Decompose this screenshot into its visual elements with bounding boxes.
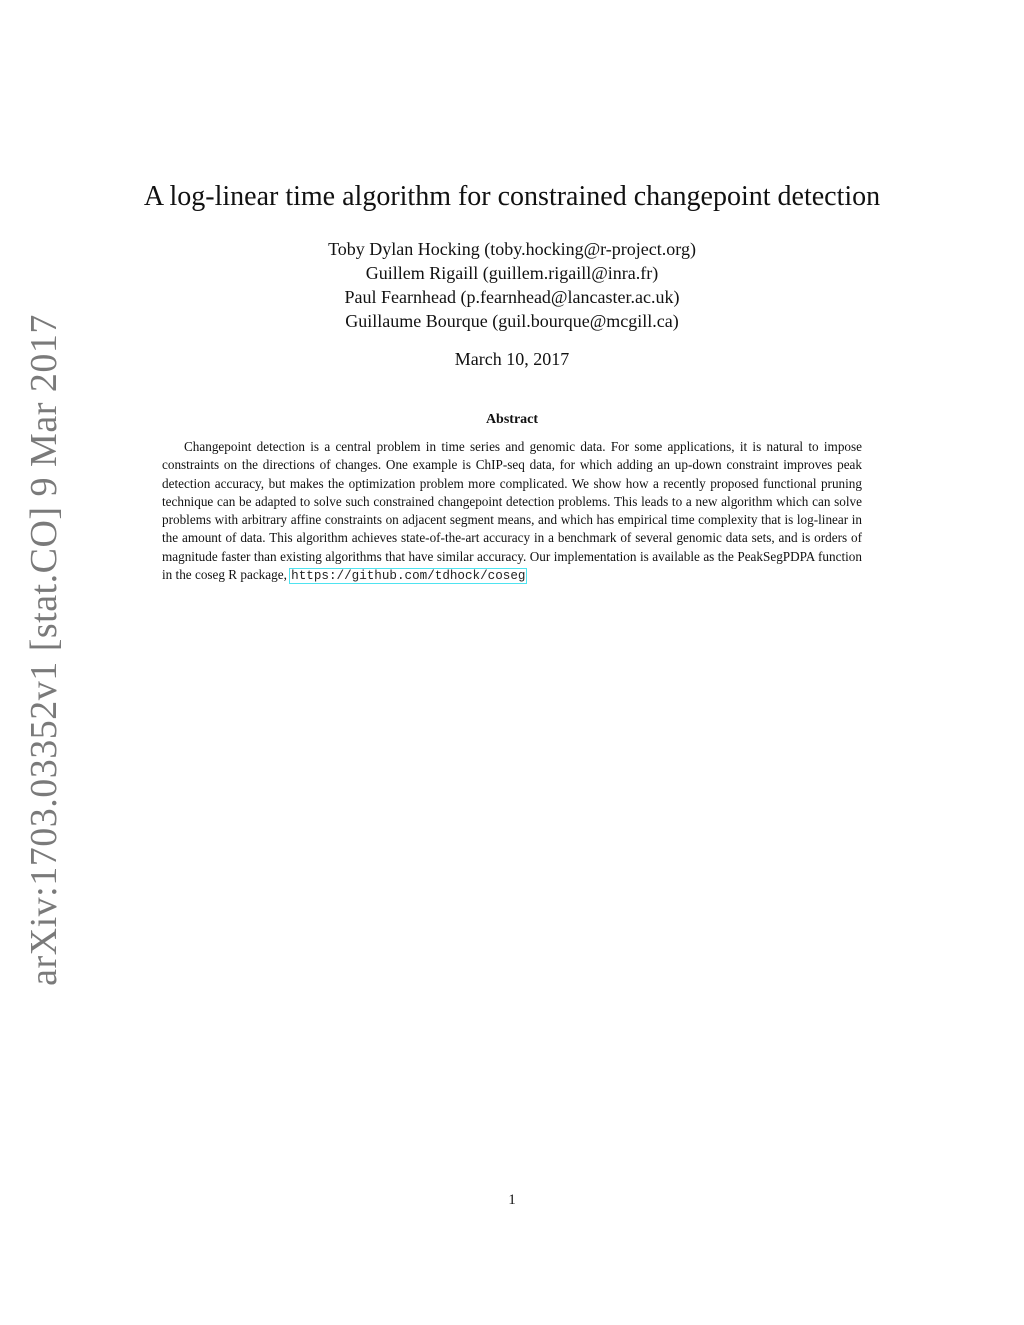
author-list: [0, 237, 1024, 333]
repository-link[interactable]: https://github.com/tdhock/coseg: [291, 569, 526, 584]
author-line: Guillem Rigaill (guillem.rigaill@inra.fr): [365, 263, 659, 283]
abstract-heading: Abstract: [485, 412, 539, 427]
page-number: 1: [508, 1192, 516, 1208]
publication-date: March 10, 2017: [454, 349, 570, 369]
author-line: Toby Dylan Hocking (toby.hocking@r-project.org): [328, 239, 696, 259]
author-line: Guillaume Bourque (guil.bourque@mcgill.ca): [345, 311, 679, 331]
arxiv-identifier-stamp: arXiv:1703.03352v1 [stat.CO] 9 Mar 2017: [23, 314, 65, 986]
author-line: Paul Fearnhead (p.fearnhead@lancaster.ac.uk): [344, 287, 680, 307]
abstract-body: [162, 438, 862, 585]
abstract-text: Changepoint detection is a central problem in time series and genomic data. For some applications, it is natural to impose constraints on the directions of changes. One example is ChIP-seq data, for which adding an up-down constraint improves peak detection accuracy, but makes the optimization problem more complicated. We show how a recently proposed functional pruning technique can be adapted to solve such constrained changepoint detection problems. This leads to a new algorithm which can solve problems with arbitrary affine constraints on adjacent segment means, and which has empirical time complexity that is log-linear in the amount of data. This algorithm achieves state-of-the-art accuracy in a benchmark of several genomic data sets, and is orders of magnitude faster than existing algorithms that have similar accuracy. Our implementation is available as the PeakSegPDPA function in the coseg R package,: [162, 439, 862, 583]
paper-title: A log-linear time algorithm for constrained changepoint detection: [143, 181, 881, 212]
